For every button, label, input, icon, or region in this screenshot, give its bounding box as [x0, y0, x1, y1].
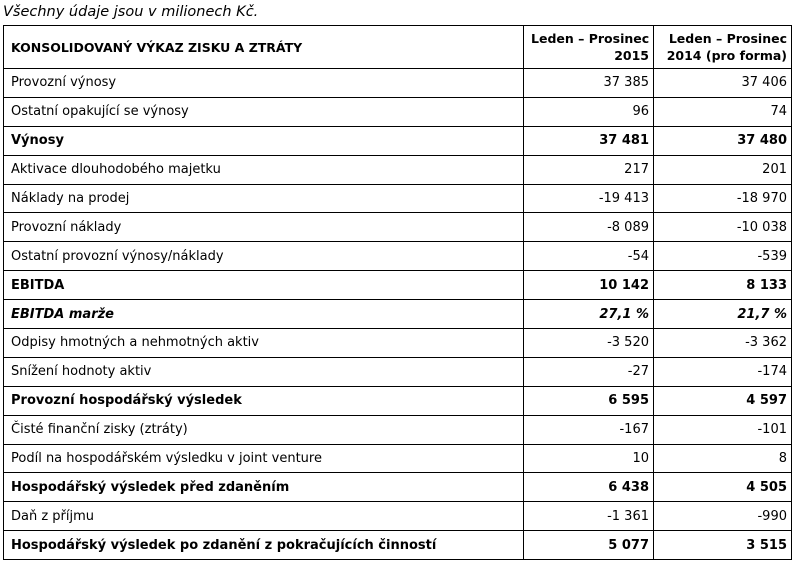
row-label: Čisté finanční zisky (ztráty): [4, 415, 524, 444]
table-row: [4, 300, 792, 329]
table-row: [4, 69, 792, 98]
row-label: EBITDA: [4, 271, 524, 300]
value-2014: -174: [654, 357, 792, 386]
value-2014: 37 406: [654, 69, 792, 98]
table-row: [4, 184, 792, 213]
value-2015: 27,1 %: [524, 300, 654, 329]
income-statement-table: [3, 25, 792, 560]
table-row: [4, 213, 792, 242]
column-header-2015: [524, 26, 654, 69]
table-row: [4, 386, 792, 415]
value-2015: -8 089: [524, 213, 654, 242]
row-label: EBITDA marže: [4, 300, 524, 329]
value-2014: 201: [654, 155, 792, 184]
row-label: Provozní hospodářský výsledek: [4, 386, 524, 415]
value-2015: -3 520: [524, 329, 654, 358]
row-label: Výnosy: [4, 126, 524, 155]
value-2015: 96: [524, 97, 654, 126]
row-label: Hospodářský výsledek po zdanění z pokračujících činností: [4, 531, 524, 560]
table-row: [4, 242, 792, 271]
value-2015: 5 077: [524, 531, 654, 560]
table-row: [4, 415, 792, 444]
value-2014: 37 480: [654, 126, 792, 155]
value-2014: 21,7 %: [654, 300, 792, 329]
table-row: [4, 357, 792, 386]
value-2014: -10 038: [654, 213, 792, 242]
value-2015: -1 361: [524, 502, 654, 531]
row-label: Ostatní opakující se výnosy: [4, 97, 524, 126]
table-title: KONSOLIDOVANÝ VÝKAZ ZISKU A ZTRÁTY: [4, 26, 524, 69]
value-2015: -27: [524, 357, 654, 386]
value-2015: -54: [524, 242, 654, 271]
value-2014: -990: [654, 502, 792, 531]
value-2014: 74: [654, 97, 792, 126]
column-header-2014-year: 2014 (pro forma): [666, 48, 787, 63]
value-2015: 6 438: [524, 473, 654, 502]
value-2015: 6 595: [524, 386, 654, 415]
value-2014: 3 515: [654, 531, 792, 560]
table-row: [4, 502, 792, 531]
table-row: [4, 531, 792, 560]
value-2014: -18 970: [654, 184, 792, 213]
column-header-2014-period: Leden – Prosinec: [668, 31, 787, 46]
table-row: [4, 126, 792, 155]
value-2014: 8: [654, 444, 792, 473]
value-2014: -539: [654, 242, 792, 271]
value-2014: -101: [654, 415, 792, 444]
value-2015: 37 481: [524, 126, 654, 155]
row-label: Ostatní provozní výnosy/náklady: [4, 242, 524, 271]
row-label: Provozní náklady: [4, 213, 524, 242]
row-label: Daň z příjmu: [4, 502, 524, 531]
table-row: [4, 444, 792, 473]
table-row: [4, 155, 792, 184]
row-label: Odpisy hmotných a nehmotných aktiv: [4, 329, 524, 358]
value-2015: 217: [524, 155, 654, 184]
value-2014: 8 133: [654, 271, 792, 300]
column-header-2015-period: Leden – Prosinec: [531, 31, 650, 46]
table-row: [4, 329, 792, 358]
row-label: Aktivace dlouhodobého majetku: [4, 155, 524, 184]
table-header-row: [4, 26, 792, 69]
table-body: [4, 69, 792, 560]
row-label: Hospodářský výsledek před zdaněním: [4, 473, 524, 502]
column-header-2014: [654, 26, 792, 69]
row-label: Provozní výnosy: [4, 69, 524, 98]
row-label: Náklady na prodej: [4, 184, 524, 213]
table-row: [4, 271, 792, 300]
value-2014: 4 597: [654, 386, 792, 415]
row-label: Snížení hodnoty aktiv: [4, 357, 524, 386]
value-2015: -167: [524, 415, 654, 444]
column-header-2015-year: 2015: [614, 48, 649, 63]
value-2015: 10: [524, 444, 654, 473]
table-row: [4, 473, 792, 502]
row-label: Podíl na hospodářském výsledku v joint venture: [4, 444, 524, 473]
value-2014: -3 362: [654, 329, 792, 358]
value-2015: 37 385: [524, 69, 654, 98]
value-2015: -19 413: [524, 184, 654, 213]
value-2014: 4 505: [654, 473, 792, 502]
units-caption: Všechny údaje jsou v milionech Kč.: [3, 4, 259, 20]
value-2015: 10 142: [524, 271, 654, 300]
table-row: [4, 97, 792, 126]
